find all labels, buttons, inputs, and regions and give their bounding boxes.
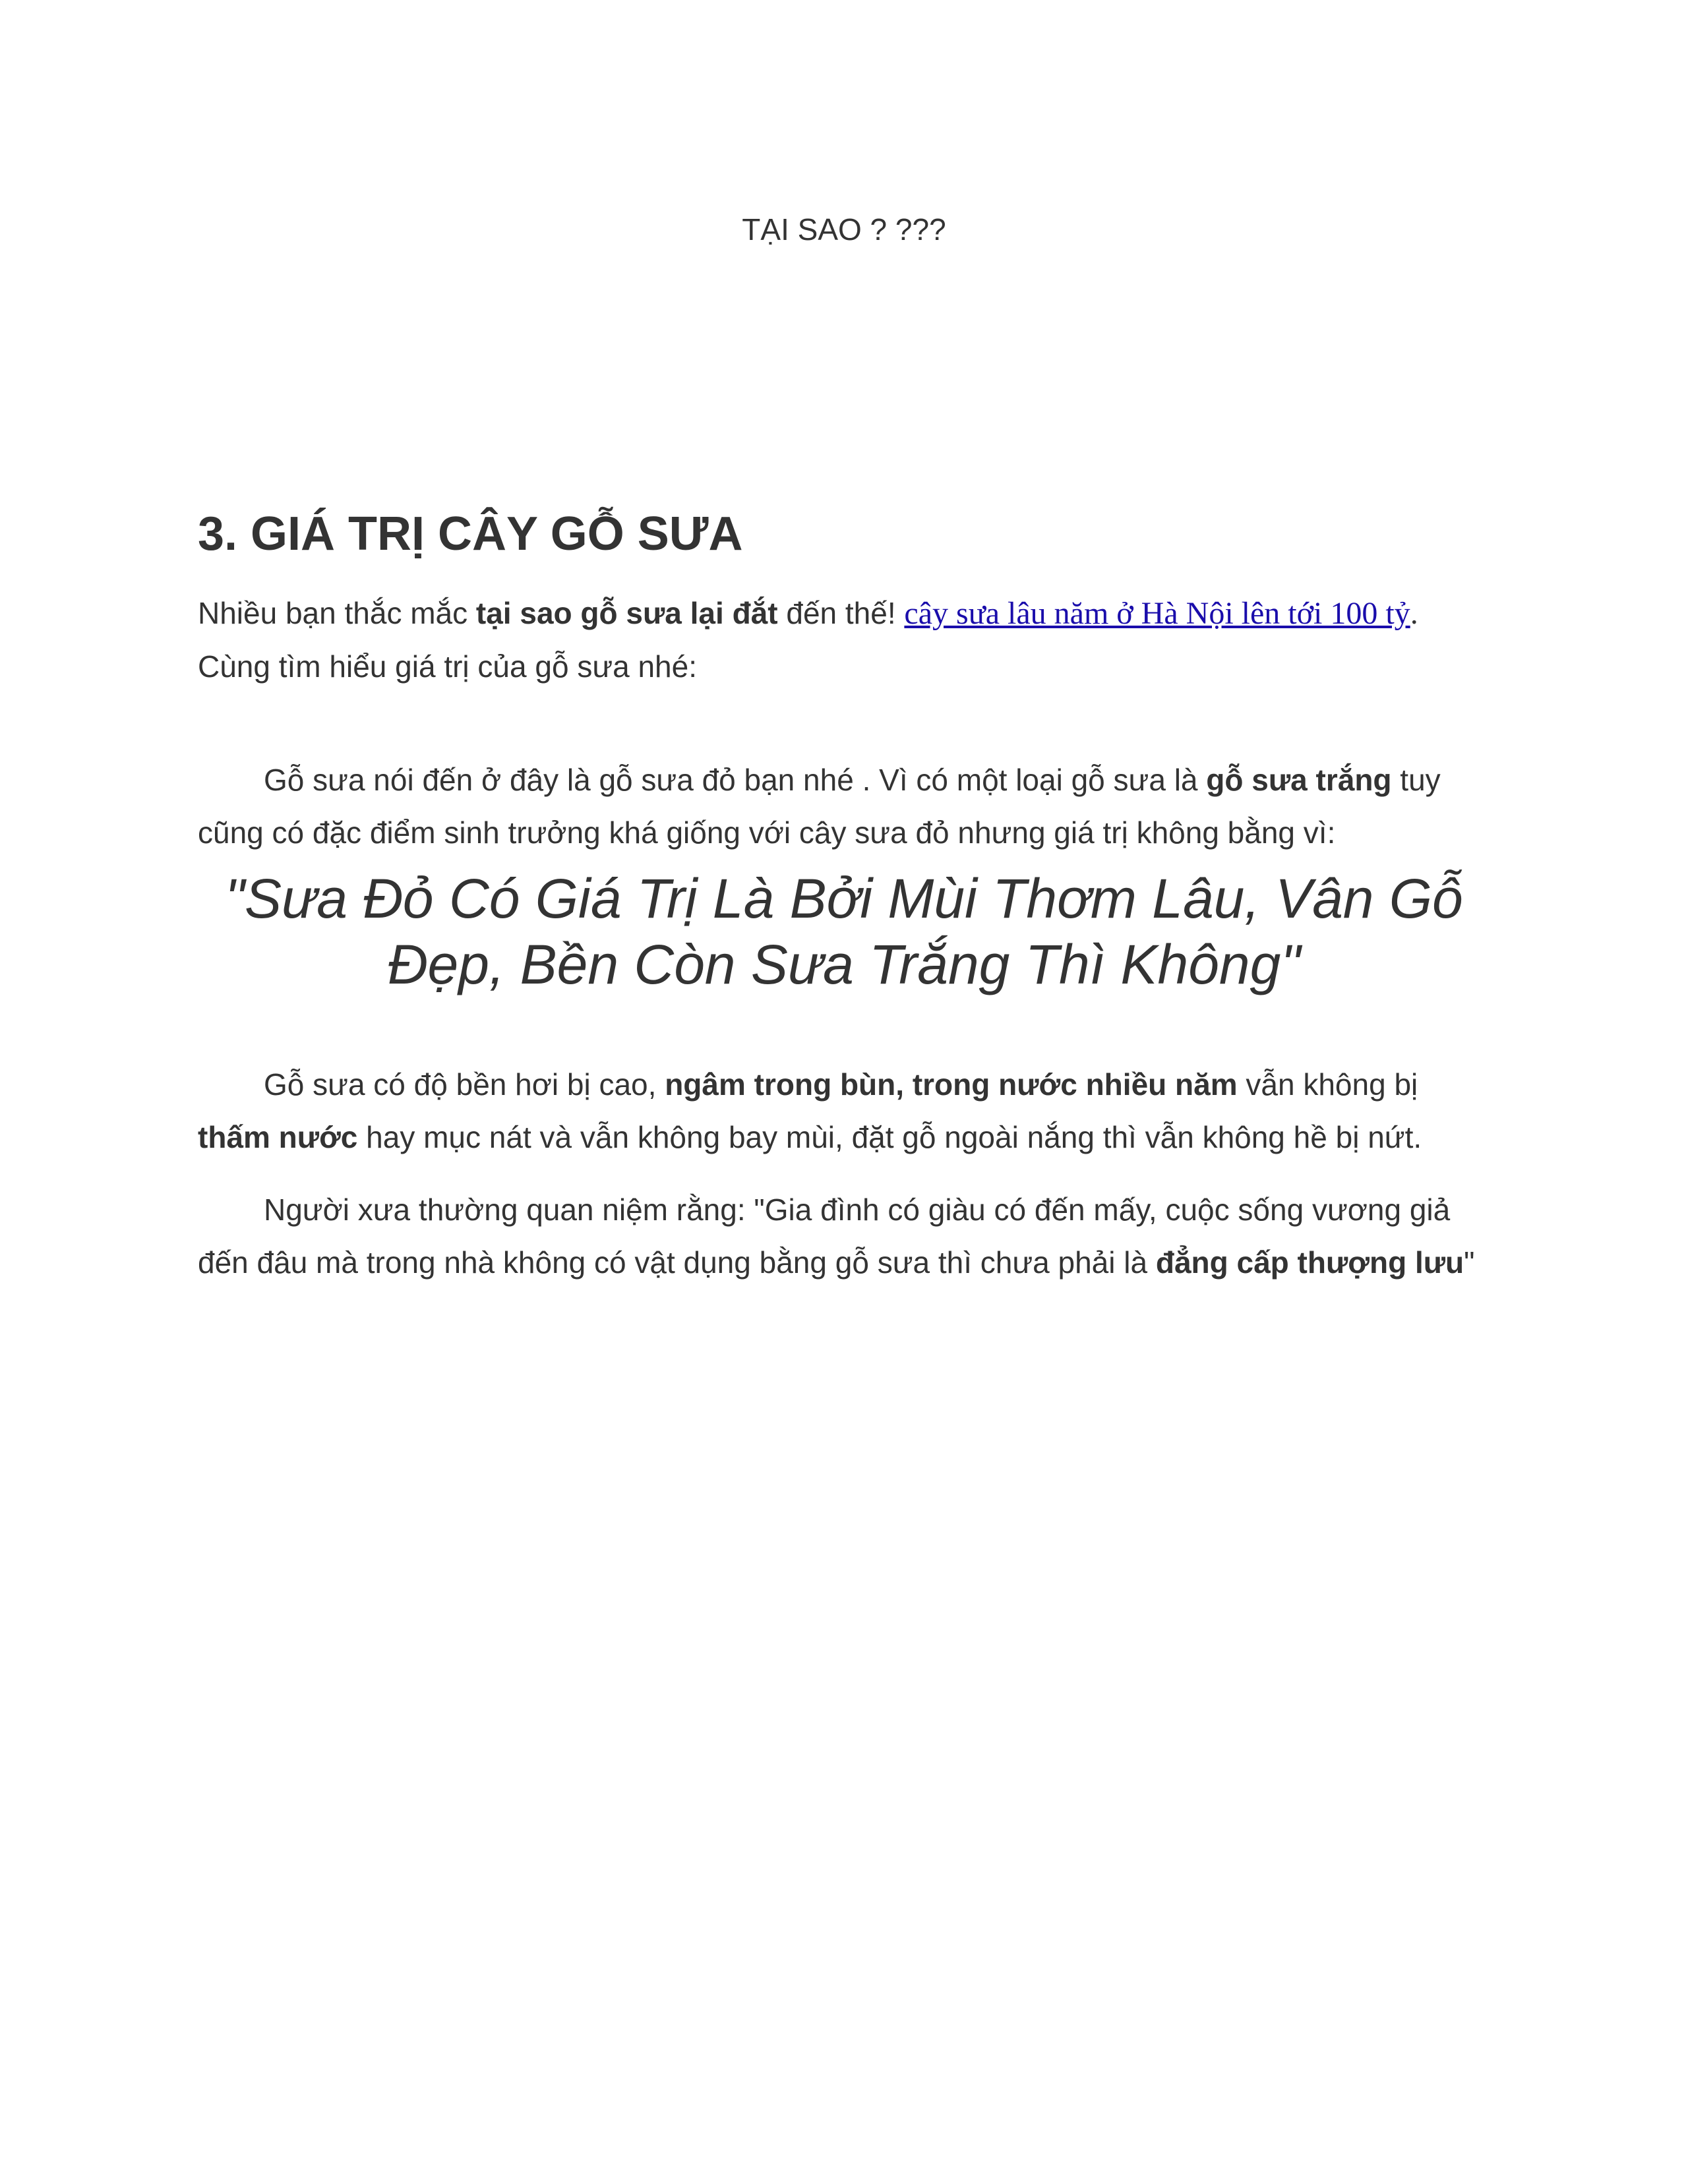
para2-text-1: Gỗ sưa có độ bền hơi bị cao,: [264, 1067, 665, 1102]
intro-paragraph: [198, 587, 1490, 640]
intro-bold-text: tại sao gỗ sưa lại đắt: [475, 596, 778, 630]
para2-bold-2: thấm nước: [198, 1120, 358, 1154]
link-tail: .: [1410, 596, 1418, 631]
paragraph-red-vs-white: [198, 753, 1490, 859]
article-content: [198, 501, 1490, 1289]
para2-text-2: vẫn không bị: [1237, 1067, 1418, 1102]
paragraph-durability: [198, 1058, 1490, 1164]
para1-text-after: tuy cũng có đặc điểm sinh trưởng khá giống với cây sưa đỏ nhưng giá trị không bằng vì:: [198, 763, 1441, 850]
intro-text-after: đến thế!: [777, 596, 905, 630]
section-heading: 3. GIÁ TRỊ CÂY GỖ SƯA: [198, 508, 743, 560]
para1-bold-text: gỗ sưa trắng: [1206, 763, 1392, 797]
pull-quote: "Sưa Đỏ Có Giá Trị Là Bởi Mùi Thơm Lâu, Vân Gỗ Đẹp, Bền Còn Sưa Trắng Thì Không": [225, 868, 1463, 995]
para3-text-after: ": [1464, 1245, 1475, 1280]
intro-text-before: Nhiều bạn thắc mắc: [198, 596, 476, 630]
intro-line-2: Cùng tìm hiểu giá trị của gỗ sưa nhé:: [198, 649, 698, 684]
spacer: [198, 997, 1490, 1058]
top-note: TẠI SAO ? ???: [742, 212, 946, 247]
spacer: [198, 1164, 1490, 1183]
para1-text-before: Gỗ sưa nói đến ở đây là gỗ sưa đỏ bạn nhé . Vì có một loại gỗ sưa là: [264, 763, 1207, 797]
paragraph-tradition: [198, 1183, 1490, 1289]
article-link[interactable]: cây sưa lâu năm ở Hà Nội lên tới 100 tỷ: [904, 596, 1410, 631]
para2-bold-1: ngâm trong bùn, trong nước nhiều năm: [665, 1067, 1238, 1102]
spacer: [198, 693, 1490, 753]
para3-text-before: Người xưa thường quan niệm rằng: "Gia đình có giàu có đến mấy, cuộc sống vương giả đến đâu mà trong nhà không có vật dụng bằng gỗ sưa thì chưa phải là: [198, 1193, 1451, 1280]
para2-text-3: hay mục nát và vẫn không bay mùi, đặt gỗ ngoài nắng thì vẫn không hề bị nứt.: [357, 1120, 1422, 1154]
para3-bold-text: đẳng cấp thượng lưu: [1155, 1245, 1464, 1280]
